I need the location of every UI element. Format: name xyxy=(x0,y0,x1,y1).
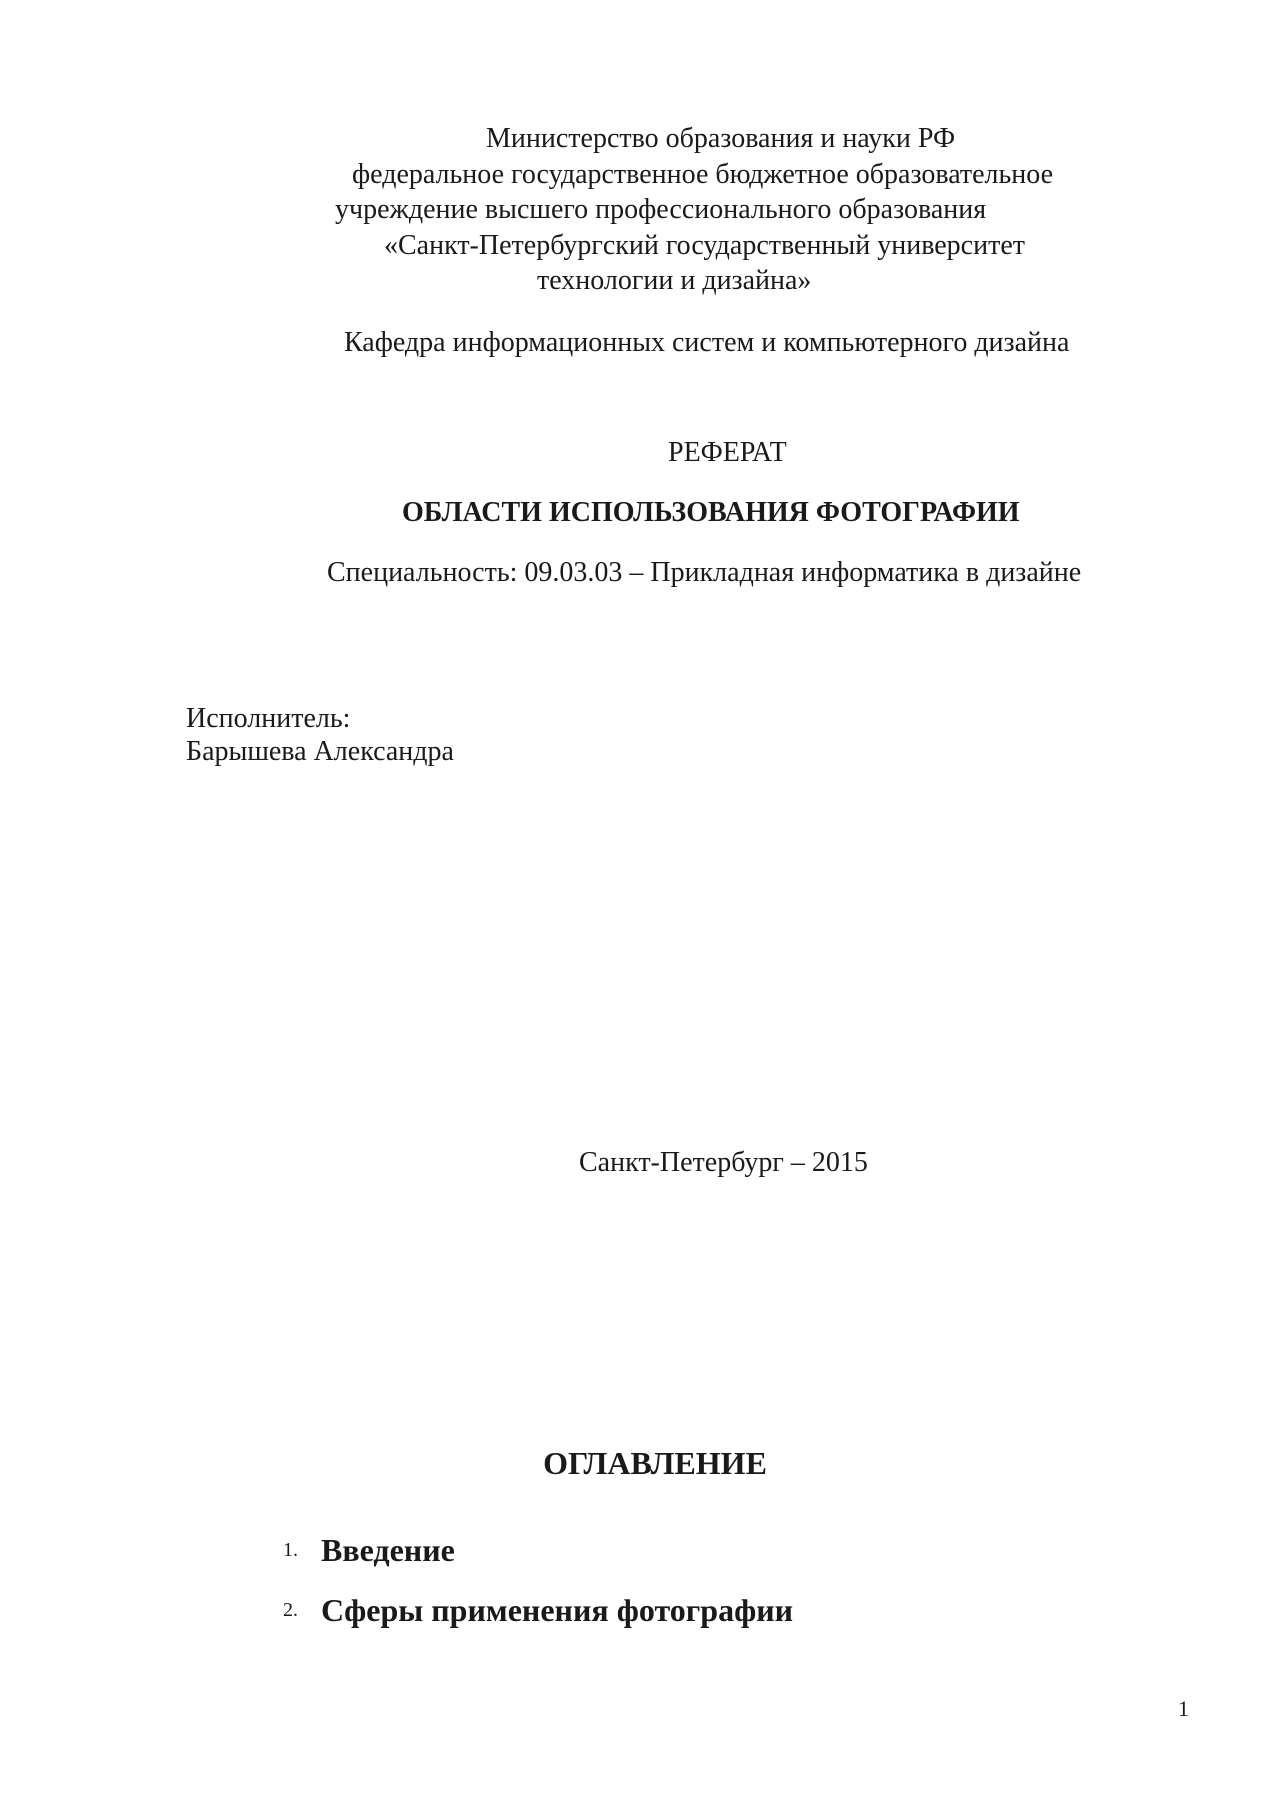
toc-item-number: 1. xyxy=(283,1539,298,1561)
page-number: 1 xyxy=(1178,1696,1189,1721)
header-line-university: «Санкт-Петербургский государственный университет xyxy=(384,230,1025,261)
toc-title: ОГЛАВЛЕНИЕ xyxy=(543,1445,767,1481)
header-line-university-cont: технологии и дизайна» xyxy=(537,265,812,296)
toc-item xyxy=(283,1532,455,1569)
city-year: Санкт-Петербург – 2015 xyxy=(579,1147,868,1178)
author-name: Барышева Александра xyxy=(186,736,454,767)
document-title: ОБЛАСТИ ИСПОЛЬЗОВАНИЯ ФОТОГРАФИИ xyxy=(402,497,1020,528)
toc-item xyxy=(283,1592,793,1629)
header-line-institution: учреждение высшего профессионального образования xyxy=(335,194,987,225)
document-type: РЕФЕРАТ xyxy=(668,437,787,468)
toc-item-label: Введение xyxy=(321,1532,455,1568)
header-line-ministry: Министерство образования и науки РФ xyxy=(486,123,956,154)
specialty: Специальность: 09.03.03 – Прикладная информатика в дизайне xyxy=(327,557,1082,588)
toc-item-label: Сферы применения фотографии xyxy=(321,1592,794,1628)
author-label: Исполнитель: xyxy=(186,703,351,734)
header-line-federal: федеральное государственное бюджетное образовательное xyxy=(352,159,1054,190)
department: Кафедра информационных систем и компьютерного дизайна xyxy=(344,327,1070,358)
toc-item-number: 2. xyxy=(283,1599,298,1621)
